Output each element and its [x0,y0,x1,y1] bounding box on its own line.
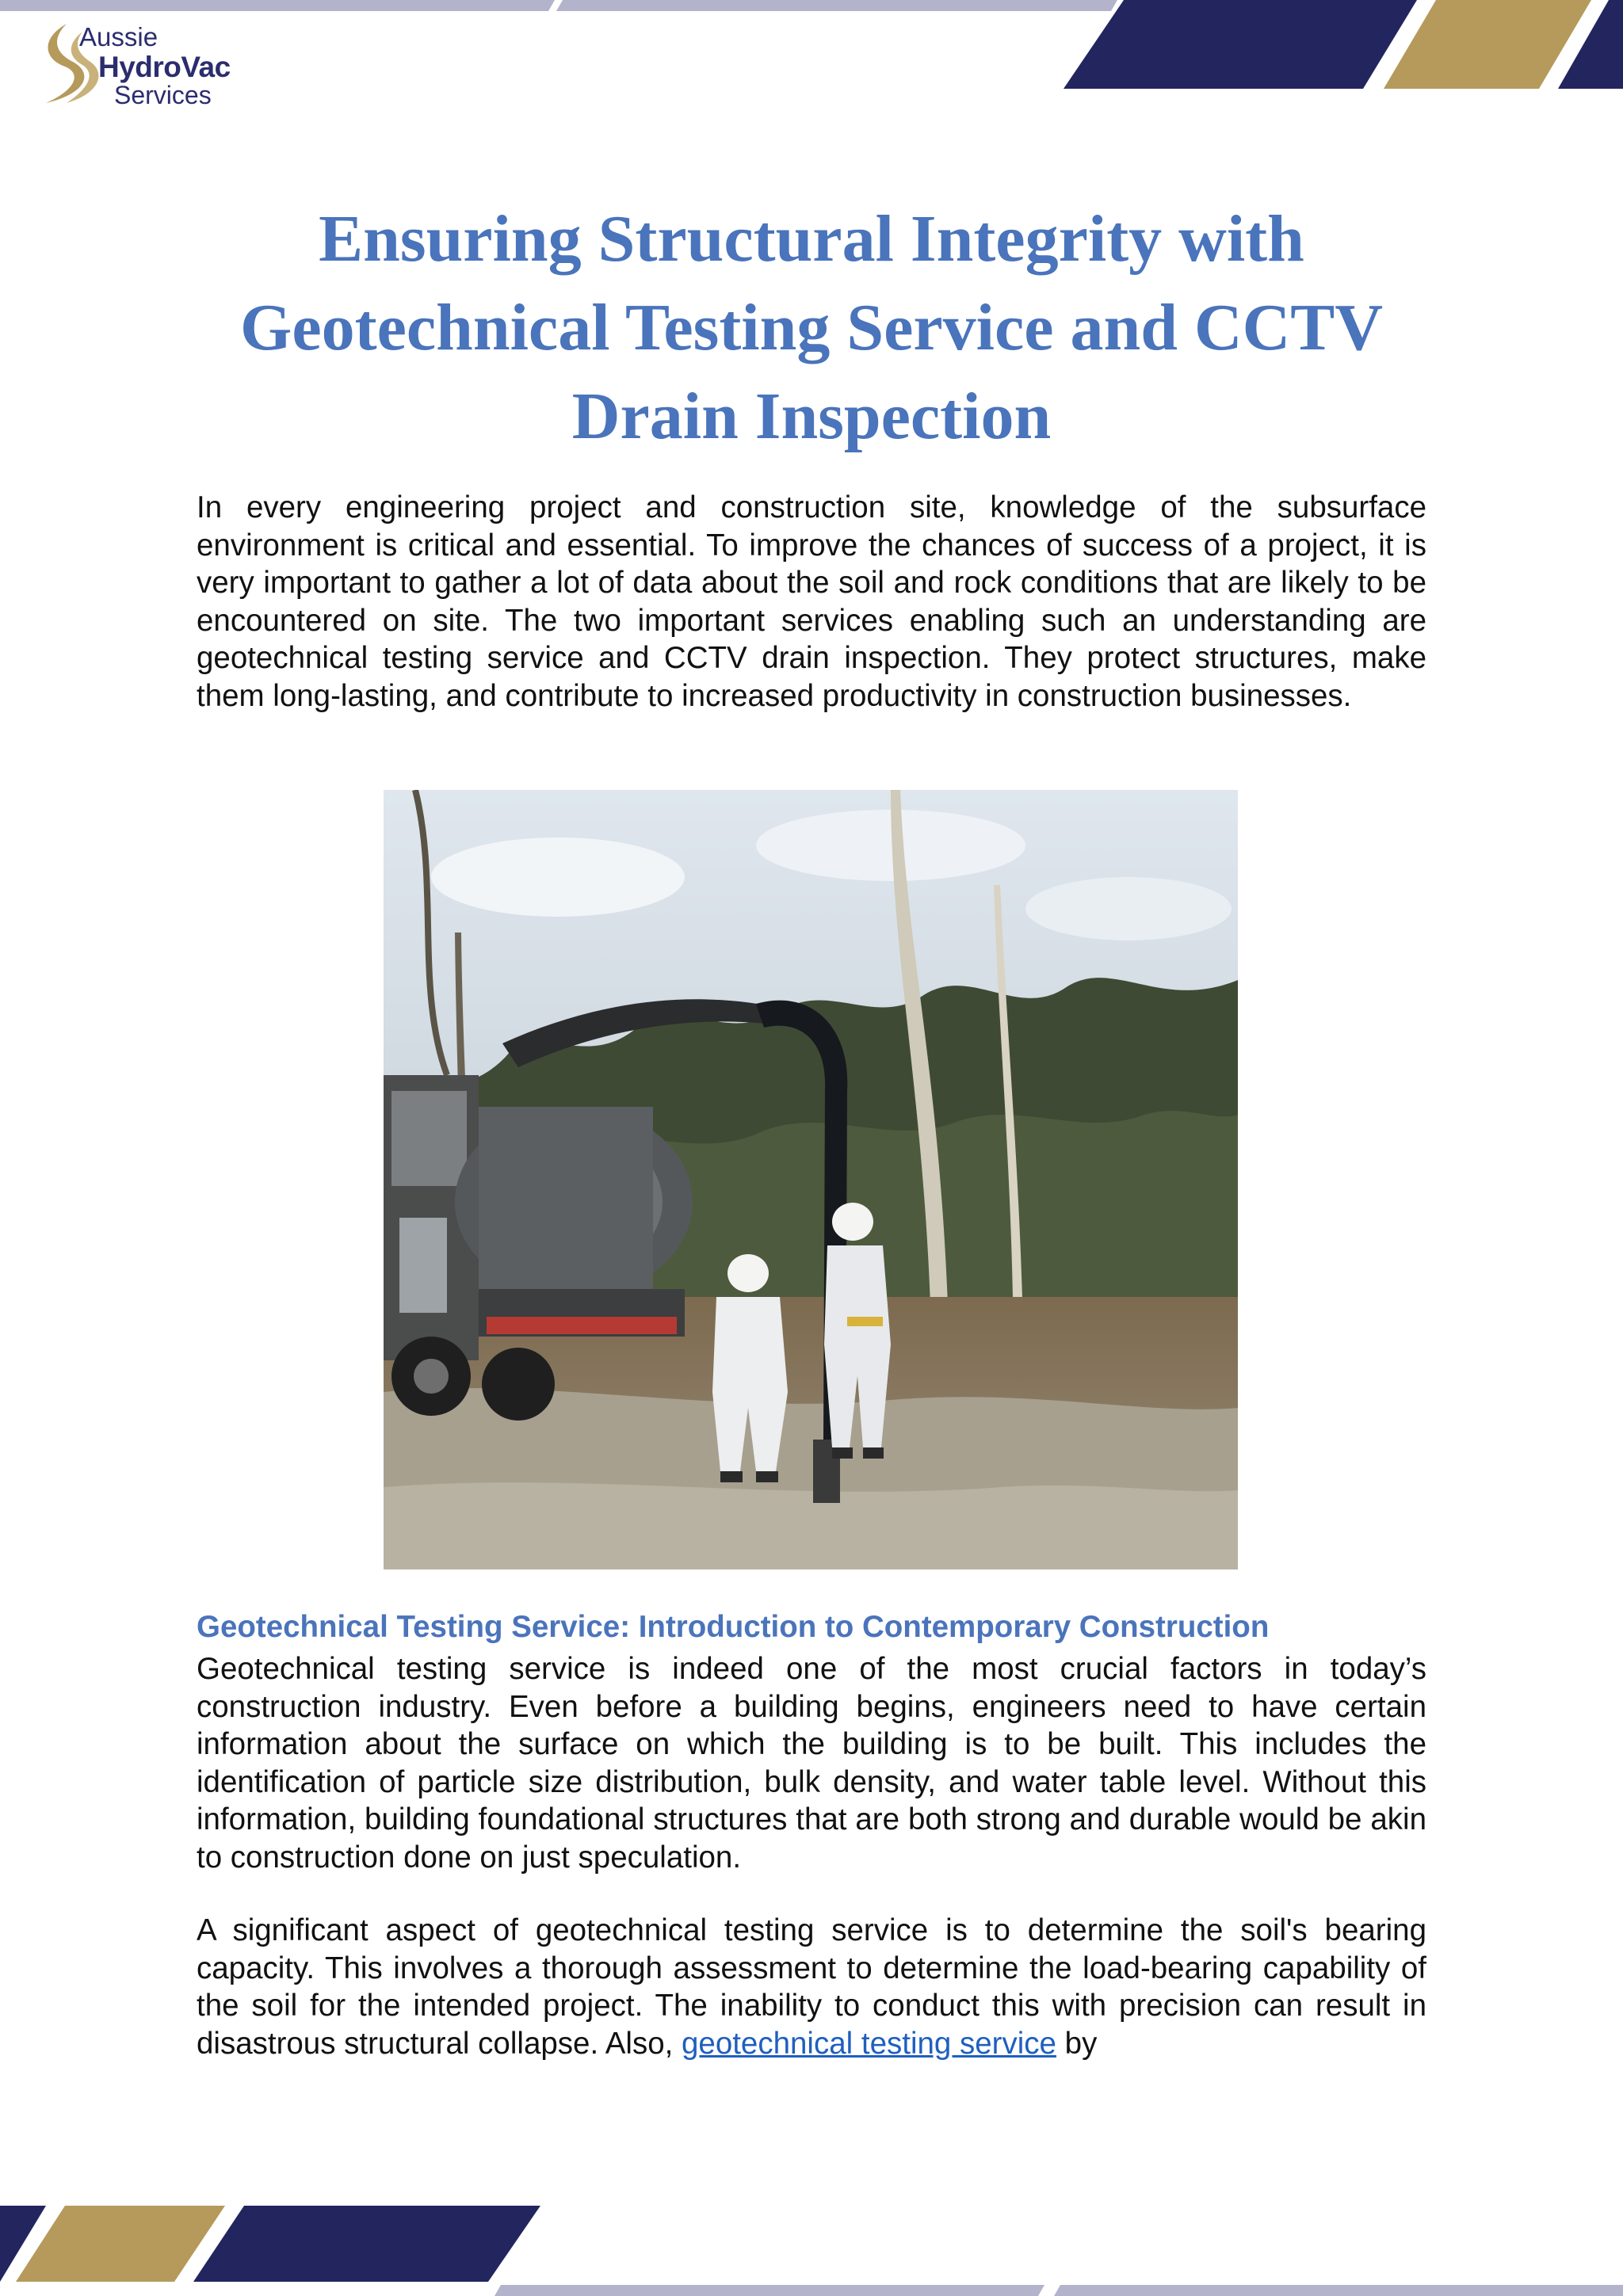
paragraph-text: A significant aspect of geotechnical testing service is to determine the soil's bearing capacity. This involves a thorough assessment to determine the load-bearing capability of the soil for the intended project. The inability to conduct this with precision can result in disastrous structural collapse. Also, [197,1913,1426,2061]
paragraph-text-end: by [1056,2026,1098,2061]
intro-paragraph: In every engineering project and construction site, knowledge of the subsurface environment is critical and essential. To improve the chances of success of a project, it is very important to gather a lot of data about the soil and rock conditions that are likely to be encountered on site. The two important services enabling such an understanding are geotechnical testing service and CCTV drain inspection. They protect structures, make them long-lasting, and contribute to increased productivity in construction businesses. [197,490,1426,713]
header-decoration [0,0,1623,95]
geotechnical-testing-service-link[interactable]: geotechnical testing service [682,2026,1056,2061]
section-heading-geotechnical: Geotechnical Testing Service: Introduction to Contemporary Construction [197,1610,1270,1644]
hydrovac-excavation-photo [384,790,1238,1569]
company-logo [35,21,241,108]
section-paragraph-2 [197,1912,1426,2062]
article-title: Ensuring Structural Integrity with Geotechnical Testing Service and CCTV Drain Inspection [240,202,1383,453]
logo-text-aussie: Aussie [79,22,158,51]
footer-decoration [0,2199,1623,2296]
logo-text-services: Services [114,81,212,109]
logo-text-hydrovac: HydroVac [98,51,231,83]
section-paragraph-1: Geotechnical testing service is indeed one of the most crucial factors in today’s construction industry. Even before a building begins, engineers need to have certain information about the surface on which the building is to be built. This includes the identification of particle size distribution, bulk density, and water table level. Without this information, building foundational structures that are both strong and durable would be akin to construction done on just speculation. [197,1652,1426,1875]
